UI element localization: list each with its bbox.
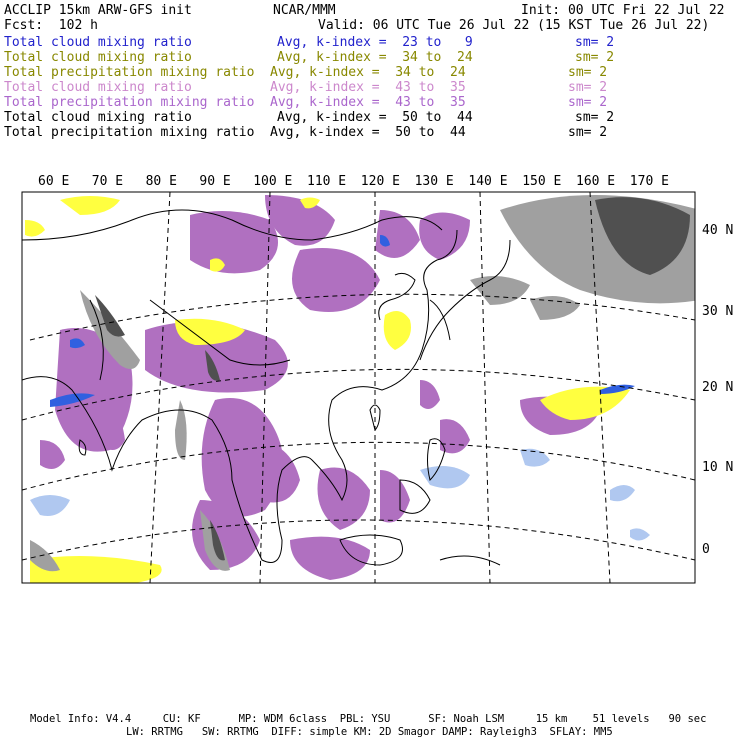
legend-avg-1: Avg, k-index = 34 to 24 [277,50,473,65]
legend-field-1: Total cloud mixing ratio [4,50,192,65]
lat-label-4: 0 [702,542,710,557]
legend-avg-5: Avg, k-index = 50 to 44 [277,110,473,125]
legend-sm-5: sm= 2 [575,110,615,125]
legend-field-3: Total cloud mixing ratio [4,80,192,95]
lon-label-7: 130 E [414,174,454,189]
model-info-line-2: LW: RRTMG SW: RRTMG DIFF: simple KM: 2D Smagor DAMP: Rayleigh3 SFLAY: MM5 [126,726,613,738]
forecast-hour: Fcst: 102 h [4,18,98,33]
organization: NCAR/MMM [273,3,336,18]
legend-field-2: Total precipitation mixing ratio [4,65,255,80]
legend-sm-0: sm= 2 [575,35,615,50]
lon-label-8: 140 E [468,174,508,189]
model-info-line-1: Model Info: V4.4 CU: KF MP: WDM 6class PBL: YSU SF: Noah LSM 15 km 51 levels 90 sec [30,713,707,725]
legend-sm-3: sm= 2 [568,80,608,95]
legend-avg-4: Avg, k-index = 43 to 35 [270,95,466,110]
lat-label-3: 10 N [702,460,734,475]
title: ACCLIP 15km ARW-GFS init [4,3,192,18]
legend-sm-2: sm= 2 [568,65,608,80]
legend-field-5: Total cloud mixing ratio [4,110,192,125]
lat-label-1: 30 N [702,304,734,319]
legend-sm-4: sm= 2 [568,95,608,110]
legend-field-4: Total precipitation mixing ratio [4,95,255,110]
legend-avg-2: Avg, k-index = 34 to 24 [270,65,466,80]
longitude-labels [38,174,669,189]
init-time: Init: 00 UTC Fri 22 Jul 22 [521,3,725,18]
lon-label-3: 90 E [199,174,231,189]
lon-label-5: 110 E [307,174,347,189]
lon-label-10: 160 E [576,174,616,189]
lon-label-1: 70 E [91,174,124,189]
lon-label-6: 120 E [360,174,400,189]
lon-label-2: 80 E [145,174,177,189]
legend-avg-3: Avg, k-index = 43 to 35 [270,80,466,95]
lat-label-0: 40 N [702,223,734,238]
lat-label-2: 20 N [702,380,734,395]
lon-label-4: 100 E [253,174,293,189]
lon-label-11: 170 E [629,174,669,189]
legend-avg-6: Avg, k-index = 50 to 44 [270,125,466,140]
legend-field-0: Total cloud mixing ratio [4,35,192,50]
valid-time: Valid: 06 UTC Tue 26 Jul 22 (15 KST Tue 26 Jul 22) [318,18,710,33]
lon-label-0: 60 E [38,174,70,189]
latitude-labels [702,223,733,557]
legend-sm-6: sm= 2 [568,125,608,140]
legend-field-6: Total precipitation mixing ratio [4,125,255,140]
lon-label-9: 150 E [522,174,562,189]
legend-avg-0: Avg, k-index = 23 to 9 [277,35,473,50]
legend-sm-1: sm= 2 [575,50,615,65]
